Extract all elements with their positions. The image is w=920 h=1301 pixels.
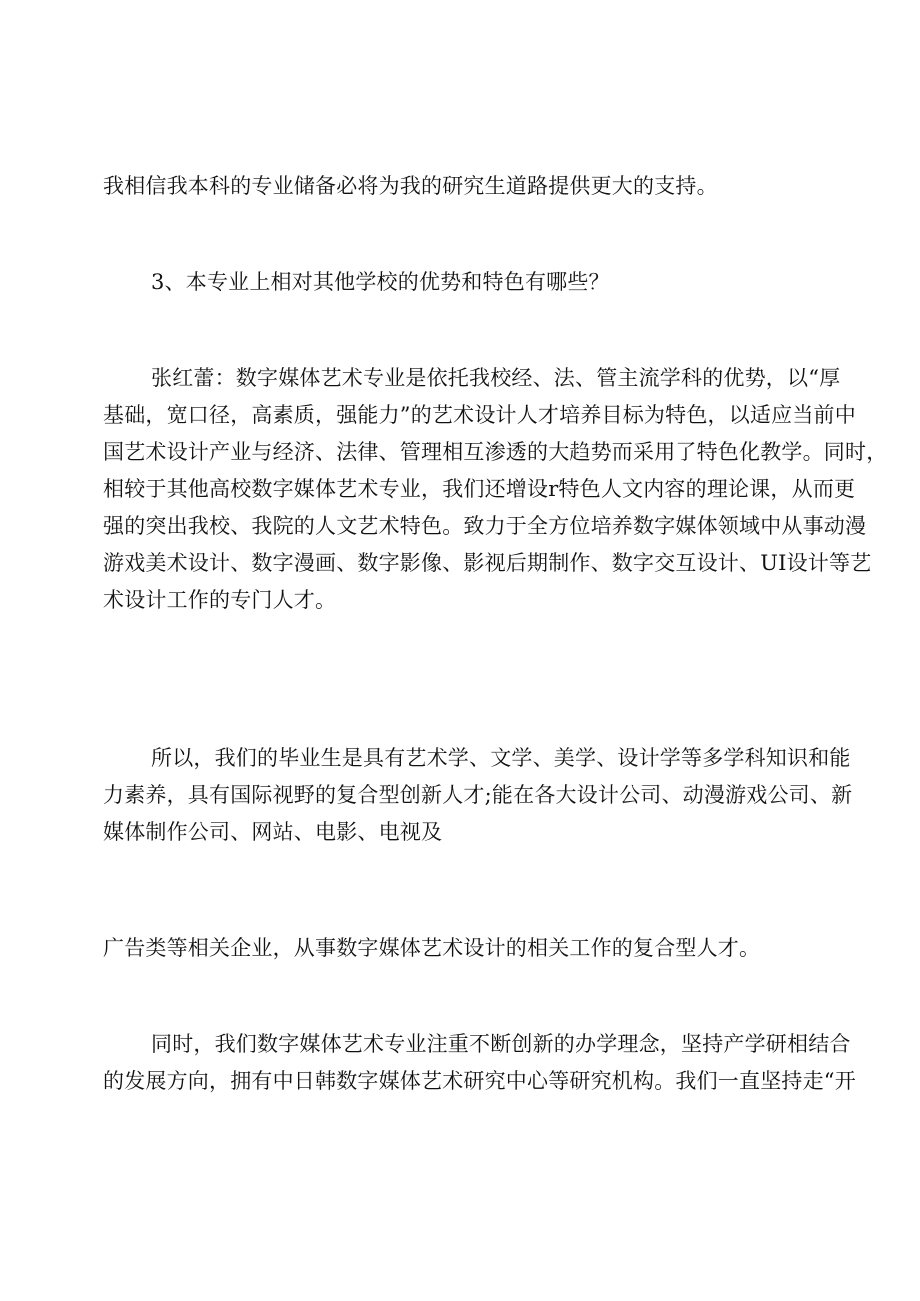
paragraph-graduates bbox=[103, 740, 853, 851]
paragraph-support-statement bbox=[103, 168, 823, 205]
paragraph-zhang-answer bbox=[103, 360, 888, 619]
text-line: 力素养，具有国际视野的复合型创新人才;能在各大设计公司、动漫游戏公司、新 bbox=[103, 783, 853, 807]
text-line: 所以，我们的毕业生是具有艺术学、文学、美学、设计学等多学科知识和能 bbox=[151, 746, 851, 770]
text-line: 的发展方向，拥有中日韩数字媒体艺术研究中心等研究机构。我们一直坚持走“开 bbox=[103, 1069, 856, 1093]
text-line: 广告类等相关企业，从事数字媒体艺术设计的相关工作的复合型人才。 bbox=[103, 936, 761, 960]
question-heading bbox=[103, 264, 823, 301]
text-line: 相较于其他高校数字媒体艺术专业，我们还增设r特色人文内容的理论课，从而更 bbox=[103, 477, 856, 501]
paragraph-advertising bbox=[103, 930, 823, 967]
text-line: 游戏美术设计、数字漫画、数字影像、影视后期制作、数字交互设计、UI设计等艺 bbox=[103, 551, 872, 575]
text-line: 基础，宽口径，高素质，强能力”的艺术设计人才培养目标为特色，以适应当前中 bbox=[103, 403, 856, 427]
text-line: 张红蕾：数字媒体艺术专业是依托我校经、法、管主流学科的优势，以“厚 bbox=[151, 366, 841, 390]
text-line: 媒体制作公司、网站、电影、电视及 bbox=[103, 820, 443, 844]
text-line: 国艺术设计产业与经济、法律、管理相互渗透的大趋势而采用了特色化教学。同时， bbox=[103, 440, 888, 464]
text-line: 术设计工作的专门人才。 bbox=[103, 588, 337, 612]
text-line: 同时，我们数字媒体艺术专业注重不断创新的办学理念，坚持产学研相结合 bbox=[151, 1032, 851, 1056]
text-line: 强的突出我校、我院的人文艺术特色。致力于全方位培养数字媒体领域中从事动漫 bbox=[103, 514, 867, 538]
text-line: 3、本专业上相对其他学校的优势和特色有哪些？ bbox=[151, 270, 610, 294]
paragraph-innovation bbox=[103, 1026, 856, 1100]
text-line: 我相信我本科的专业储备必将为我的研究生道路提供更大的支持。 bbox=[103, 174, 718, 198]
